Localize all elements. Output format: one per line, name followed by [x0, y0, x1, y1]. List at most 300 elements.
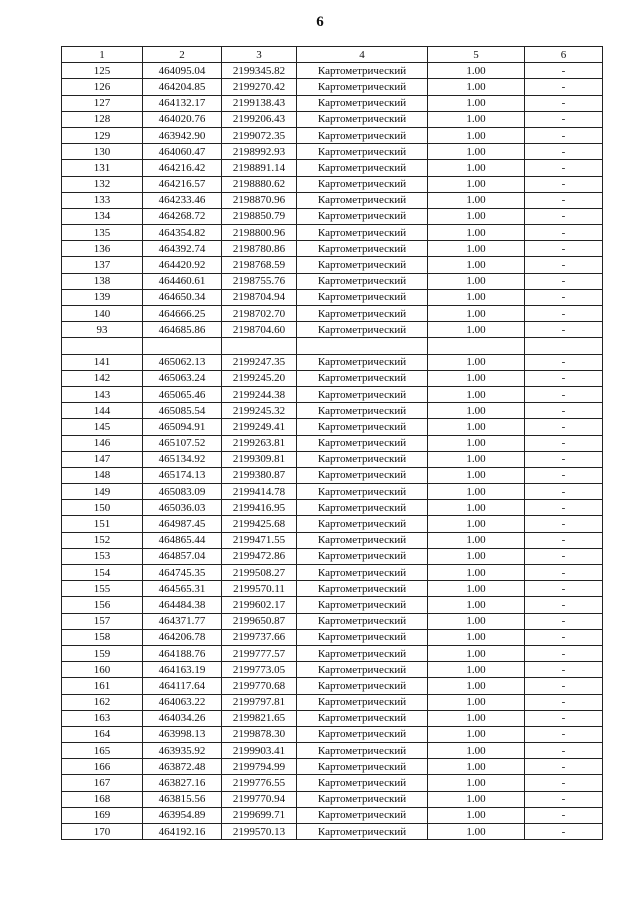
cell-x-coordinate: 465063.24	[143, 370, 222, 386]
header-col-2: 2	[143, 47, 222, 63]
cell-accuracy: 1.00	[428, 694, 525, 710]
cell-note: -	[525, 759, 603, 775]
cell-y-coordinate: 2199794.99	[222, 759, 297, 775]
cell-note: -	[525, 63, 603, 79]
cell-method: Картометрический	[297, 63, 428, 79]
cell-note: -	[525, 451, 603, 467]
cell-y-coordinate: 2199878.30	[222, 726, 297, 742]
cell-method: Картометрический	[297, 565, 428, 581]
cell-note: -	[525, 694, 603, 710]
cell-method: Картометрический	[297, 807, 428, 823]
cell-x-coordinate: 464460.61	[143, 273, 222, 289]
cell-point-number: 133	[62, 192, 143, 208]
cell-x-coordinate: 464745.35	[143, 565, 222, 581]
cell-point-number: 159	[62, 645, 143, 661]
table-row	[62, 176, 603, 192]
cell-note: -	[525, 678, 603, 694]
cell-point-number: 166	[62, 759, 143, 775]
cell-method: Картометрический	[297, 662, 428, 678]
cell-y-coordinate: 2199249.41	[222, 419, 297, 435]
header-col-1: 1	[62, 47, 143, 63]
cell-point-number: 145	[62, 419, 143, 435]
table-row	[62, 548, 603, 564]
cell-method: Картометрический	[297, 322, 428, 338]
cell-point-number: 130	[62, 144, 143, 160]
cell-point-number: 155	[62, 581, 143, 597]
table-row	[62, 629, 603, 645]
cell-point-number: 147	[62, 451, 143, 467]
cell-point-number	[62, 338, 143, 354]
table-row	[62, 192, 603, 208]
table-row	[62, 662, 603, 678]
cell-y-coordinate: 2198780.86	[222, 241, 297, 257]
cell-note: -	[525, 192, 603, 208]
cell-point-number: 131	[62, 160, 143, 176]
cell-point-number: 134	[62, 208, 143, 224]
cell-y-coordinate: 2198850.79	[222, 208, 297, 224]
cell-y-coordinate: 2198704.60	[222, 322, 297, 338]
cell-method: Картометрический	[297, 273, 428, 289]
cell-x-coordinate: 464034.26	[143, 710, 222, 726]
table-row	[62, 759, 603, 775]
cell-note: -	[525, 500, 603, 516]
table-row	[62, 597, 603, 613]
cell-x-coordinate: 464188.76	[143, 645, 222, 661]
cell-x-coordinate: 464117.64	[143, 678, 222, 694]
cell-accuracy: 1.00	[428, 467, 525, 483]
cell-method: Картометрический	[297, 726, 428, 742]
cell-y-coordinate: 2199245.20	[222, 370, 297, 386]
table-row	[62, 775, 603, 791]
cell-x-coordinate: 464420.92	[143, 257, 222, 273]
cell-point-number: 168	[62, 791, 143, 807]
cell-y-coordinate: 2198800.96	[222, 225, 297, 241]
cell-point-number: 127	[62, 95, 143, 111]
cell-x-coordinate: 464020.76	[143, 111, 222, 127]
table-row	[62, 484, 603, 500]
table-row	[62, 403, 603, 419]
cell-x-coordinate: 463935.92	[143, 743, 222, 759]
cell-note: -	[525, 467, 603, 483]
cell-point-number: 158	[62, 629, 143, 645]
cell-method: Картометрический	[297, 354, 428, 370]
cell-accuracy: 1.00	[428, 176, 525, 192]
cell-method: Картометрический	[297, 79, 428, 95]
cell-accuracy	[428, 338, 525, 354]
cell-method: Картометрический	[297, 775, 428, 791]
cell-x-coordinate: 463815.56	[143, 791, 222, 807]
cell-accuracy: 1.00	[428, 565, 525, 581]
cell-accuracy: 1.00	[428, 127, 525, 143]
cell-y-coordinate: 2199650.87	[222, 613, 297, 629]
cell-note: -	[525, 662, 603, 678]
cell-accuracy: 1.00	[428, 95, 525, 111]
table-row	[62, 532, 603, 548]
cell-method: Картометрический	[297, 467, 428, 483]
cell-method: Картометрический	[297, 289, 428, 305]
header-col-5: 5	[428, 47, 525, 63]
cell-y-coordinate: 2198870.96	[222, 192, 297, 208]
cell-note: -	[525, 581, 603, 597]
cell-note: -	[525, 306, 603, 322]
table-row	[62, 354, 603, 370]
cell-accuracy: 1.00	[428, 63, 525, 79]
cell-method: Картометрический	[297, 192, 428, 208]
cell-accuracy: 1.00	[428, 548, 525, 564]
cell-y-coordinate: 2199773.05	[222, 662, 297, 678]
header-col-4: 4	[297, 47, 428, 63]
table-row	[62, 807, 603, 823]
cell-y-coordinate: 2199245.32	[222, 403, 297, 419]
cell-note: -	[525, 208, 603, 224]
cell-x-coordinate: 464565.31	[143, 581, 222, 597]
cell-accuracy: 1.00	[428, 419, 525, 435]
cell-x-coordinate: 464987.45	[143, 516, 222, 532]
cell-x-coordinate: 464650.34	[143, 289, 222, 305]
cell-accuracy: 1.00	[428, 662, 525, 678]
table-row	[62, 791, 603, 807]
cell-note: -	[525, 419, 603, 435]
cell-accuracy: 1.00	[428, 629, 525, 645]
cell-method: Картометрический	[297, 306, 428, 322]
cell-y-coordinate: 2199472.86	[222, 548, 297, 564]
cell-y-coordinate: 2199903.41	[222, 743, 297, 759]
cell-method: Картометрический	[297, 694, 428, 710]
cell-x-coordinate: 464233.46	[143, 192, 222, 208]
cell-point-number: 151	[62, 516, 143, 532]
cell-point-number: 93	[62, 322, 143, 338]
table-row	[62, 127, 603, 143]
table-row	[62, 467, 603, 483]
cell-point-number: 140	[62, 306, 143, 322]
cell-point-number: 129	[62, 127, 143, 143]
cell-method: Картометрический	[297, 403, 428, 419]
table-row	[62, 613, 603, 629]
cell-y-coordinate: 2199247.35	[222, 354, 297, 370]
cell-method: Картометрический	[297, 144, 428, 160]
cell-point-number: 144	[62, 403, 143, 419]
cell-x-coordinate: 464484.38	[143, 597, 222, 613]
cell-y-coordinate: 2199263.81	[222, 435, 297, 451]
cell-x-coordinate: 464132.17	[143, 95, 222, 111]
cell-method: Картометрический	[297, 370, 428, 386]
table-row	[62, 743, 603, 759]
cell-point-number: 152	[62, 532, 143, 548]
cell-point-number: 146	[62, 435, 143, 451]
cell-note: -	[525, 322, 603, 338]
cell-x-coordinate: 464685.86	[143, 322, 222, 338]
cell-method	[297, 338, 428, 354]
cell-accuracy: 1.00	[428, 516, 525, 532]
cell-accuracy: 1.00	[428, 192, 525, 208]
cell-point-number: 138	[62, 273, 143, 289]
cell-method: Картометрический	[297, 435, 428, 451]
cell-y-coordinate: 2199770.94	[222, 791, 297, 807]
table-row	[62, 581, 603, 597]
cell-note: -	[525, 289, 603, 305]
header-row	[62, 47, 603, 63]
cell-accuracy: 1.00	[428, 678, 525, 694]
cell-x-coordinate: 464354.82	[143, 225, 222, 241]
table-row	[62, 500, 603, 516]
cell-point-number: 153	[62, 548, 143, 564]
table-row	[62, 451, 603, 467]
cell-accuracy: 1.00	[428, 791, 525, 807]
table-row	[62, 160, 603, 176]
cell-method: Картометрический	[297, 759, 428, 775]
cell-y-coordinate: 2199508.27	[222, 565, 297, 581]
cell-method: Картометрический	[297, 824, 428, 840]
cell-note: -	[525, 726, 603, 742]
cell-point-number: 128	[62, 111, 143, 127]
cell-method: Картометрический	[297, 743, 428, 759]
cell-method: Картометрический	[297, 791, 428, 807]
cell-x-coordinate: 463872.48	[143, 759, 222, 775]
table-row	[62, 144, 603, 160]
cell-x-coordinate: 464865.44	[143, 532, 222, 548]
cell-note: -	[525, 273, 603, 289]
cell-y-coordinate: 2199471.55	[222, 532, 297, 548]
cell-method: Картометрический	[297, 160, 428, 176]
cell-y-coordinate: 2199244.38	[222, 386, 297, 402]
cell-y-coordinate: 2198992.93	[222, 144, 297, 160]
cell-accuracy: 1.00	[428, 759, 525, 775]
cell-x-coordinate: 464216.57	[143, 176, 222, 192]
table-row	[62, 824, 603, 840]
cell-point-number: 143	[62, 386, 143, 402]
table-row	[62, 386, 603, 402]
cell-note: -	[525, 791, 603, 807]
cell-note: -	[525, 824, 603, 840]
cell-x-coordinate: 464060.47	[143, 144, 222, 160]
cell-y-coordinate: 2199416.95	[222, 500, 297, 516]
cell-method: Картометрический	[297, 678, 428, 694]
cell-point-number: 136	[62, 241, 143, 257]
cell-y-coordinate: 2199570.13	[222, 824, 297, 840]
cell-method: Картометрический	[297, 451, 428, 467]
cell-method: Картометрический	[297, 629, 428, 645]
cell-method: Картометрический	[297, 225, 428, 241]
cell-accuracy: 1.00	[428, 225, 525, 241]
cell-note: -	[525, 613, 603, 629]
cell-x-coordinate: 463998.13	[143, 726, 222, 742]
cell-y-coordinate: 2199777.57	[222, 645, 297, 661]
cell-y-coordinate: 2199821.65	[222, 710, 297, 726]
header-col-3: 3	[222, 47, 297, 63]
cell-x-coordinate: 465036.03	[143, 500, 222, 516]
cell-accuracy: 1.00	[428, 208, 525, 224]
cell-y-coordinate: 2199770.68	[222, 678, 297, 694]
table-row	[62, 645, 603, 661]
cell-point-number: 163	[62, 710, 143, 726]
table-row	[62, 273, 603, 289]
cell-x-coordinate: 465174.13	[143, 467, 222, 483]
cell-accuracy: 1.00	[428, 144, 525, 160]
cell-accuracy: 1.00	[428, 386, 525, 402]
cell-point-number: 161	[62, 678, 143, 694]
cell-point-number: 162	[62, 694, 143, 710]
cell-point-number: 149	[62, 484, 143, 500]
cell-method: Картометрический	[297, 548, 428, 564]
cell-point-number: 126	[62, 79, 143, 95]
cell-method: Картометрический	[297, 516, 428, 532]
cell-point-number: 137	[62, 257, 143, 273]
cell-point-number: 142	[62, 370, 143, 386]
cell-accuracy: 1.00	[428, 710, 525, 726]
cell-y-coordinate: 2198880.62	[222, 176, 297, 192]
cell-note: -	[525, 160, 603, 176]
cell-x-coordinate: 465085.54	[143, 403, 222, 419]
cell-y-coordinate: 2199072.35	[222, 127, 297, 143]
cell-method: Картометрический	[297, 645, 428, 661]
cell-accuracy: 1.00	[428, 306, 525, 322]
cell-accuracy: 1.00	[428, 807, 525, 823]
cell-method: Картометрический	[297, 386, 428, 402]
cell-accuracy: 1.00	[428, 451, 525, 467]
cell-x-coordinate: 464392.74	[143, 241, 222, 257]
cell-y-coordinate: 2199270.42	[222, 79, 297, 95]
cell-method: Картометрический	[297, 597, 428, 613]
cell-x-coordinate: 464268.72	[143, 208, 222, 224]
cell-note: -	[525, 257, 603, 273]
cell-point-number: 169	[62, 807, 143, 823]
cell-accuracy: 1.00	[428, 322, 525, 338]
table-row	[62, 225, 603, 241]
cell-x-coordinate: 463954.89	[143, 807, 222, 823]
page-number: 6	[316, 14, 324, 30]
cell-note: -	[525, 629, 603, 645]
table-row	[62, 726, 603, 742]
cell-point-number: 125	[62, 63, 143, 79]
cell-accuracy: 1.00	[428, 597, 525, 613]
cell-x-coordinate: 464666.25	[143, 306, 222, 322]
cell-method: Картометрический	[297, 95, 428, 111]
cell-note: -	[525, 484, 603, 500]
cell-y-coordinate: 2199425.68	[222, 516, 297, 532]
cell-point-number: 164	[62, 726, 143, 742]
cell-point-number: 160	[62, 662, 143, 678]
cell-note: -	[525, 743, 603, 759]
cell-method: Картометрический	[297, 500, 428, 516]
cell-x-coordinate: 464857.04	[143, 548, 222, 564]
cell-point-number: 132	[62, 176, 143, 192]
cell-x-coordinate	[143, 338, 222, 354]
cell-x-coordinate: 465083.09	[143, 484, 222, 500]
cell-accuracy: 1.00	[428, 435, 525, 451]
coordinates-table	[61, 46, 603, 840]
cell-accuracy: 1.00	[428, 79, 525, 95]
cell-method: Картометрический	[297, 581, 428, 597]
table-row	[62, 79, 603, 95]
cell-point-number: 135	[62, 225, 143, 241]
cell-x-coordinate: 464163.19	[143, 662, 222, 678]
table-row	[62, 95, 603, 111]
cell-note: -	[525, 370, 603, 386]
cell-x-coordinate: 464063.22	[143, 694, 222, 710]
table-row	[62, 370, 603, 386]
cell-y-coordinate: 2198704.94	[222, 289, 297, 305]
cell-method: Картометрический	[297, 241, 428, 257]
cell-accuracy: 1.00	[428, 645, 525, 661]
cell-method: Картометрический	[297, 484, 428, 500]
cell-y-coordinate: 2199699.71	[222, 807, 297, 823]
cell-y-coordinate: 2199206.43	[222, 111, 297, 127]
cell-method: Картометрический	[297, 710, 428, 726]
table-row	[62, 111, 603, 127]
cell-note: -	[525, 597, 603, 613]
table-row	[62, 338, 603, 354]
cell-note: -	[525, 807, 603, 823]
cell-y-coordinate: 2199797.81	[222, 694, 297, 710]
cell-note: -	[525, 127, 603, 143]
table-header	[62, 47, 603, 63]
cell-y-coordinate: 2199776.55	[222, 775, 297, 791]
cell-point-number: 154	[62, 565, 143, 581]
cell-accuracy: 1.00	[428, 532, 525, 548]
cell-method: Картометрический	[297, 613, 428, 629]
table-row	[62, 694, 603, 710]
cell-note: -	[525, 435, 603, 451]
cell-y-coordinate: 2199737.66	[222, 629, 297, 645]
cell-y-coordinate: 2198768.59	[222, 257, 297, 273]
cell-y-coordinate: 2199380.87	[222, 467, 297, 483]
cell-accuracy: 1.00	[428, 500, 525, 516]
table-row	[62, 257, 603, 273]
cell-note: -	[525, 548, 603, 564]
cell-method: Картометрический	[297, 208, 428, 224]
cell-note: -	[525, 532, 603, 548]
cell-x-coordinate: 465062.13	[143, 354, 222, 370]
cell-note: -	[525, 111, 603, 127]
cell-x-coordinate: 463942.90	[143, 127, 222, 143]
cell-x-coordinate: 465065.46	[143, 386, 222, 402]
cell-accuracy: 1.00	[428, 743, 525, 759]
cell-x-coordinate: 464204.85	[143, 79, 222, 95]
cell-method: Картометрический	[297, 127, 428, 143]
cell-point-number: 157	[62, 613, 143, 629]
cell-note: -	[525, 225, 603, 241]
cell-note: -	[525, 79, 603, 95]
cell-point-number: 170	[62, 824, 143, 840]
cell-y-coordinate: 2198755.76	[222, 273, 297, 289]
cell-note: -	[525, 176, 603, 192]
table-row	[62, 565, 603, 581]
cell-note: -	[525, 775, 603, 791]
cell-accuracy: 1.00	[428, 581, 525, 597]
cell-x-coordinate: 463827.16	[143, 775, 222, 791]
cell-point-number: 141	[62, 354, 143, 370]
cell-accuracy: 1.00	[428, 257, 525, 273]
cell-y-coordinate: 2199345.82	[222, 63, 297, 79]
cell-y-coordinate: 2199138.43	[222, 95, 297, 111]
cell-x-coordinate: 464192.16	[143, 824, 222, 840]
cell-accuracy: 1.00	[428, 289, 525, 305]
cell-method: Картометрический	[297, 111, 428, 127]
table-row	[62, 322, 603, 338]
cell-accuracy: 1.00	[428, 273, 525, 289]
cell-note: -	[525, 710, 603, 726]
cell-method: Картометрический	[297, 257, 428, 273]
table-row	[62, 208, 603, 224]
cell-point-number: 139	[62, 289, 143, 305]
cell-y-coordinate: 2199309.81	[222, 451, 297, 467]
cell-accuracy: 1.00	[428, 484, 525, 500]
table-row	[62, 241, 603, 257]
cell-y-coordinate: 2199414.78	[222, 484, 297, 500]
table-row	[62, 678, 603, 694]
cell-accuracy: 1.00	[428, 111, 525, 127]
cell-note: -	[525, 403, 603, 419]
